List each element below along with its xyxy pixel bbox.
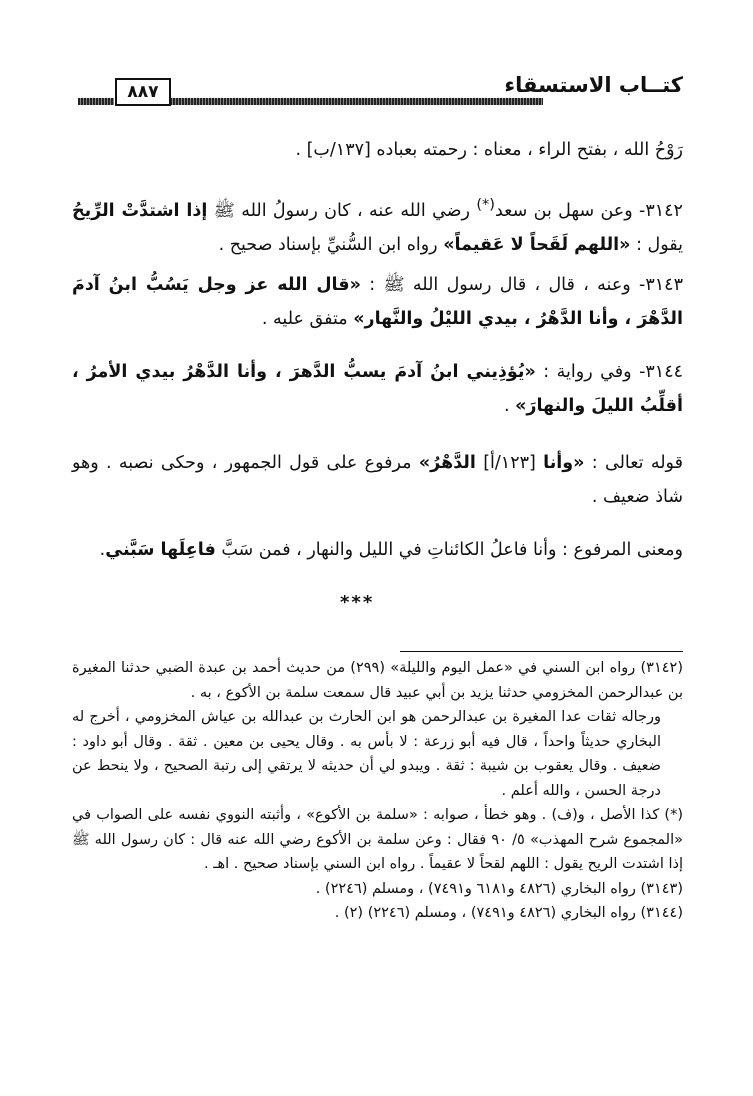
header-rule-left xyxy=(78,98,114,105)
commentary-paragraph: قوله تعالى : «وأنا [١٢٣/أ] الدَّهْرُ» مرفوع على قول الجمهور ، وحكى نصبه . وهو شاذ ضعيف . xyxy=(72,453,683,507)
hadith-number: ٣١٤٢- xyxy=(639,200,683,221)
hadith-matn: «قال الله عز وجل يَسُبُّ ابنُ آدمَ الدَّهْرَ ، وأنا الدَّهْرُ ، بيدي الليْلُ والنَّهار» xyxy=(72,275,683,329)
hadith-3143: ٣١٤٣- وعنه ، قال ، قال رسول الله ﷺ : «قال الله عز وجل يَسُبُّ ابنُ آدمَ الدَّهْرَ ، وأنا الدَّهْرُ ، بيدي الليْلُ والنَّهار» متفق عليه . xyxy=(72,275,683,329)
hadith-number: ٣١٤٣- xyxy=(639,275,683,295)
header-rule xyxy=(170,98,543,105)
footnote-3143: (٣١٤٣) رواه البخاري (٤٨٢٦ و٦١٨١ و٧٤٩١) ، ومسلم (٢٢٤٦) . xyxy=(315,880,683,897)
hadith-number: ٣١٤٤- xyxy=(639,362,683,382)
section-separator: *** xyxy=(340,592,375,613)
hadith-3142: ٣١٤٢- وعن سهل بن سعد(*) رضي الله عنه ، كان رسولُ الله ﷺ إذا اشتدَّتْ الرِّيحُ يقول : «اللهم لَقَحاً لا عَقيماً» رواه ابن السُّنيِّ بإسناد صحيح . xyxy=(72,196,683,255)
hadith-3144: ٣١٤٤- وفي رواية : «يُؤذِيني ابنُ آدمَ يسبُّ الدَّهرَ ، وأنا الدَّهْرُ بيدي الأمرُ ، أقلِّبُ الليلَ والنهارَ» . xyxy=(72,362,683,416)
footnote-3142: (٣١٤٢) رواه ابن السني في «عمل اليوم والليلة» (٢٩٩) من حديث أحمد بن عبدة الضبي حدثنا المغيرة بن عبدالرحمن المخزومي حدثنا يزيد بن أبي عبيد قال سمعت سلمة بن الأكوع ، به . xyxy=(72,660,683,701)
page-number: ٨٨٧ xyxy=(115,78,171,106)
meaning-paragraph: ومعنى المرفوع : وأنا فاعلُ الكائناتِ في الليل والنهار ، فمن سَبَّ فاعِلَها سَبَّني. xyxy=(99,540,683,560)
chapter-title: كتــاب الاستسقاء xyxy=(504,73,683,97)
footnote-star: (*) كذا الأصل ، و(ف) . وهو خطأ ، صوابه : «سلمة بن الأكوع» ، وأثبته النووي نفسه على الصواب في «المجموع شرح المهذب» ٥/ ٩٠ فقال : وعن سلمة بن الأكوع رضي الله عنه قال : كان رسول الله ﷺ إذا اشتدت الريح يقول : اللهم لقحاً لا عقيماً . رواه ابن السني بإسناد صحيح . اهـ . xyxy=(72,807,683,872)
hadith-matn: «اللهم لَقَحاً لا عَقيماً» xyxy=(443,234,631,255)
footnote-3142-men: ورجاله ثقات عدا المغيرة بن عبدالرحمن هو ابن الحارث بن عبدالله بن عياش المخزومي ، أخرج له البخاري حديثاً واحداً ، قال فيه أبو زرعة : لا بأس به . وقال يحيى بن معين . ثقة . وقال أبو داود : ضعيف . وقال يعقوب بن شيبة : ثقة . ويبدو لي أن حديثه لا يرتقي إلى رتبة الصحيح ، ولا ينحط عن درجة الحسن ، والله أعلم . xyxy=(72,709,661,799)
footnote-rule xyxy=(400,651,683,652)
hadith-matn: «يُؤذِيني ابنُ آدمَ يسبُّ الدَّهرَ ، وأنا الدَّهْرُ بيدي الأمرُ ، أقلِّبُ الليلَ والنهارَ» xyxy=(72,362,683,416)
page-reference: [١٢٣/أ] xyxy=(483,453,536,473)
footnotes xyxy=(72,656,683,926)
footnote-marker: (*) xyxy=(476,196,495,213)
footnote-3144: (٣١٤٤) رواه البخاري (٤٨٢٦ و٧٤٩١) ، ومسلم (٢٢٤٦) (٢) . xyxy=(334,905,683,921)
intro-paragraph: رَوْحُ الله ، بفتح الراء ، معناه : رحمته بعباده [١٣٧/ب] . xyxy=(295,140,683,160)
